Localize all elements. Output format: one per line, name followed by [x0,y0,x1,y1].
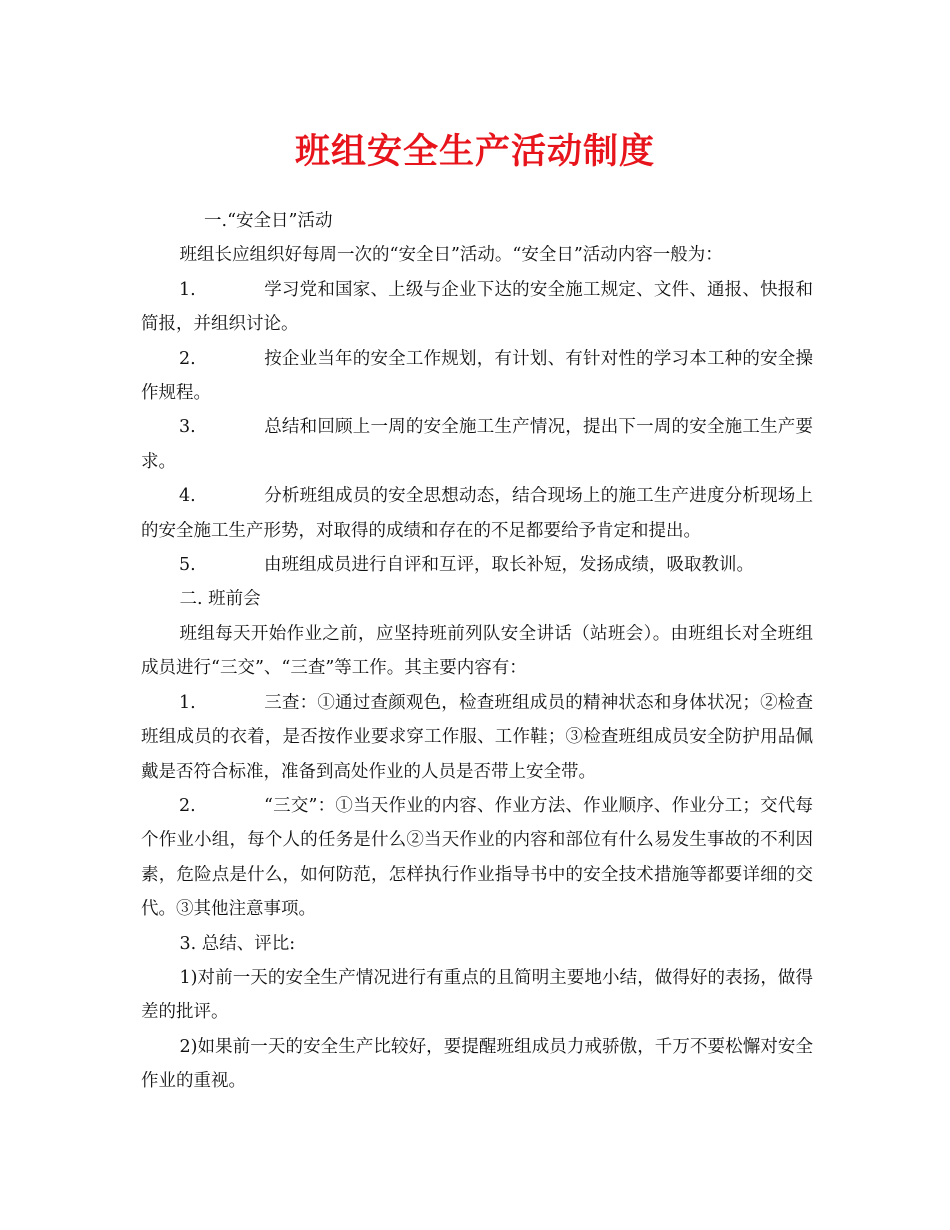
item-text: “三交”：①当天作业的内容、作业方法、作业顺序、作业分工；交代每个作业小组，每个人的任务是什么②当天作业的内容和部位有什么易发生事故的不利因素，危险点是什么，如何防范，怎样执行作业指导书中的安全技术措施等都要详细的交代。③其他注意事项。 [141,795,813,920]
section-1-item-2 [141,342,813,411]
item-number: 4. [179,486,196,507]
section-1-item-1 [141,273,813,342]
summary-item-2: 2)如果前一天的安全生产比较好，要提醒班组成员力戒骄傲，千万不要松懈对安全作业的重视。 [141,1036,813,1092]
section-2-item-1 [141,686,813,789]
section-2-heading: 二. 班前会 [179,589,261,610]
item-text: 总结和回顾上一周的安全施工生产情况，提出下一周的安全施工生产要求。 [141,417,813,472]
document-body [141,204,813,1099]
section-1-item-5 [141,548,813,582]
section-1-item-4 [141,479,813,548]
item-number: 2. [179,795,196,816]
item-number: 1. [179,279,196,300]
item-text: 由班组成员进行自评和互评，取长补短，发扬成绩，吸取教训。 [264,555,754,576]
item-text: 按企业当年的安全工作规划，有计划、有针对性的学习本工种的安全操作规程。 [141,348,813,404]
item-number: 2. [179,348,196,369]
summary-item-1: 1)对前一天的安全生产情况进行有重点的且简明主要地小结，做得好的表扬，做得差的批评。 [141,967,813,1023]
section-1-intro: 班组长应组织好每周一次的“安全日”活动。“安全日”活动内容一般为： [179,245,723,266]
item-number: 5. [179,555,196,576]
document-title: 班组安全生产活动制度 [294,131,655,172]
section-2-intro: 班组每天开始作业之前，应坚持班前列队安全讲话（站班会）。由班组长对全班组成员进行“三交”、“三查”等工作。其主要内容有： [141,623,813,679]
section-2-item-2 [141,789,813,927]
summary-heading: 3. 总结、评比: [179,933,296,954]
section-1-heading: 一.“安全日”活动 [204,211,333,231]
item-text: 分析班组成员的安全思想动态，结合现场上的施工生产进度分析现场上的安全施工生产形势，对取得的成绩和存在的不足都要给予肯定和提出。 [141,486,813,541]
item-text: 三查：①通过查颜观色，检查班组成员的精神状态和身体状况；②检查班组成员的衣着，是否按作业要求穿工作服、工作鞋；③检查班组成员安全防护用品佩戴是否符合标准，准备到高处作业的人员是否带上安全带。 [141,692,813,782]
item-number: 3. [179,417,196,438]
section-1-item-3 [141,410,813,479]
item-number: 1. [179,692,196,713]
item-text: 学习党和国家、上级与企业下达的安全施工规定、文件、通报、快报和简报，并组织讨论。 [141,279,813,335]
